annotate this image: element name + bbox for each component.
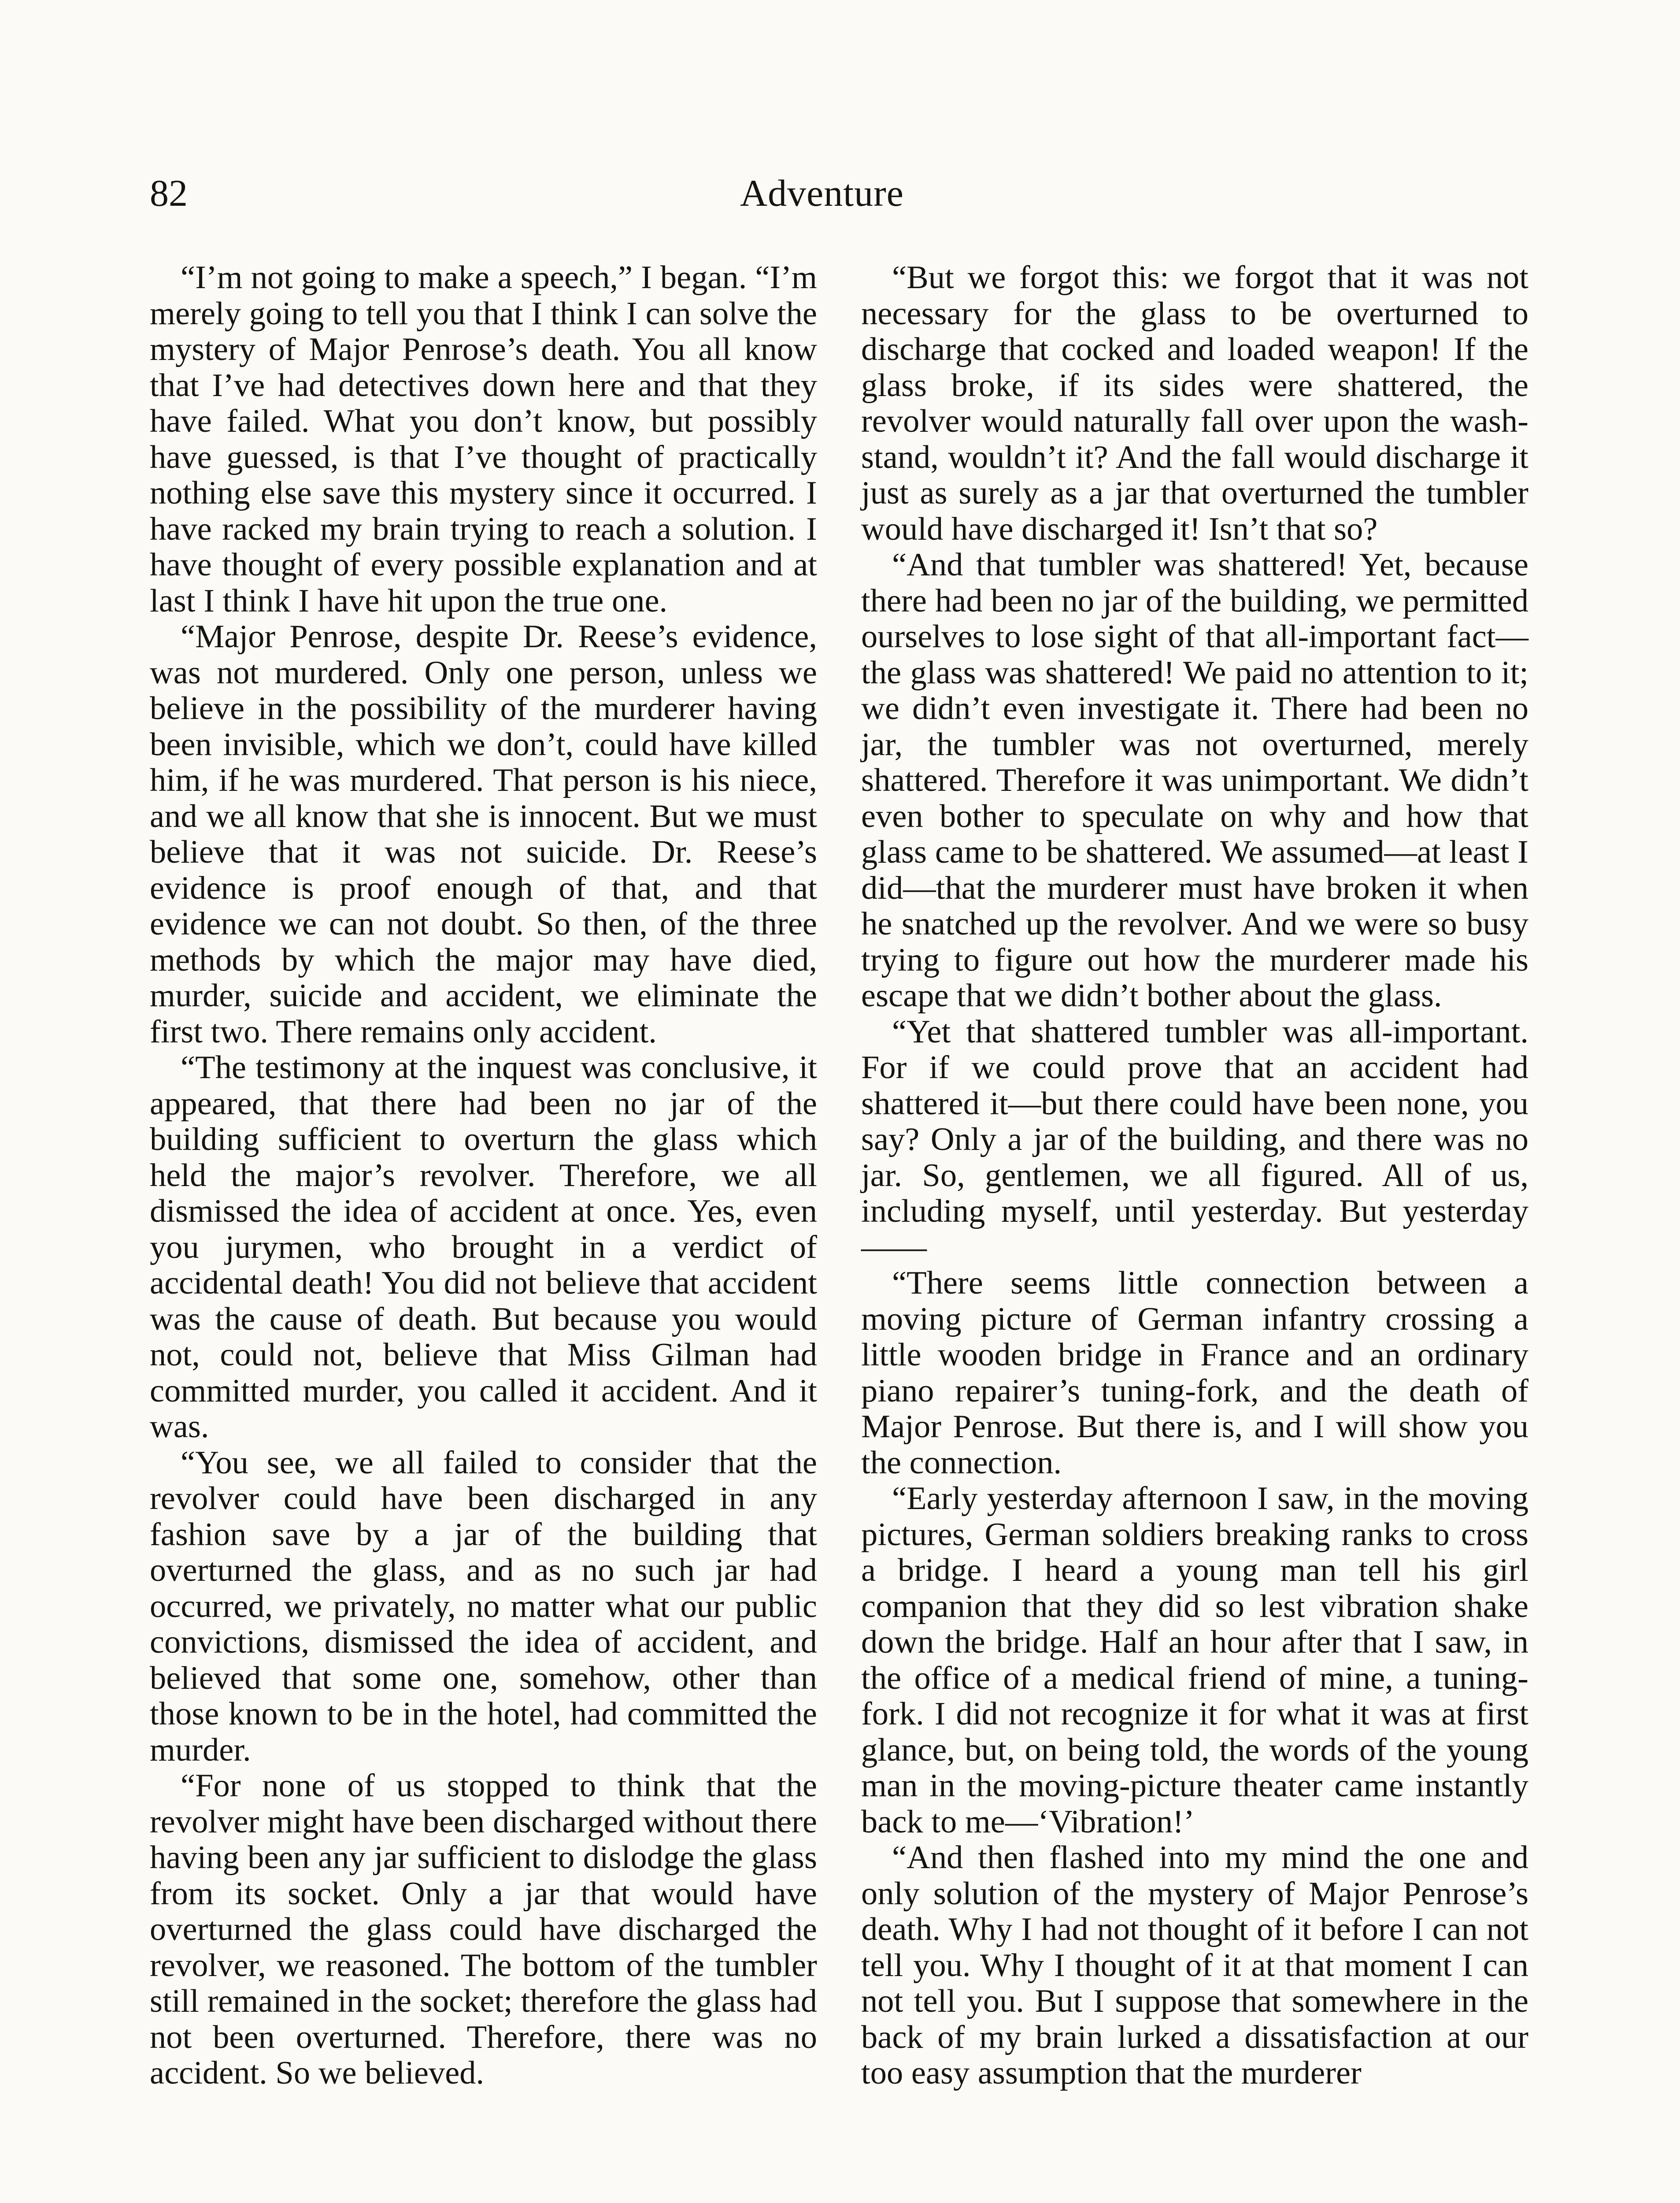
paragraph: “You see, we all failed to consider that the revolver could have been discharged in any fashion save by a jar of the building that overturned the glass, and as no such jar had occurred, we privately, no matter what our public convictions, dismissed the idea of accident, and believed that some one, somehow, other than those known to be in the hotel, had committed the murder. [150,1444,817,1768]
paragraph: “Yet that shattered tumbler was all-important. For if we could prove that an accident had shattered it—but there could have been none, you say? Only a jar of the building, and there was no jar. So, gentlemen, we all figured. All of us, including myself, until yesterday. But yesterday—— [861,1013,1528,1265]
paragraph: “Major Penrose, despite Dr. Reese’s evidence, was not murdered. Only one person, unless we believe in the possibility of the murderer having been invisible, which we don’t, could have killed him, if he was murdered. That person is his niece, and we all know that she is innocent. But we must believe that it was not suicide. Dr. Reese’s evidence is proof enough of that, and that evidence we can not doubt. So then, of the three methods by which the major may have died, murder, suicide and accident, we eliminate the first two. There remains only accident. [150,619,817,1050]
left-column [150,260,817,2092]
paragraph: “And then flashed into my mind the one and only solution of the mystery of Major Penrose’s death. Why I had not thought of it before I can not tell you. Why I thought of it at that moment I can not tell you. But I suppose that somewhere in the back of my brain lurked a dissatisfaction at our too easy assumption that the murderer [861,1840,1528,2091]
running-head: Adventure [740,172,904,214]
paragraph: “And that tumbler was shattered! Yet, because there had been no jar of the building, we permitted ourselves to lose sight of that all-important fact—the glass was shattered! We paid no attention to it; we didn’t even investigate it. There had been no jar, the tumbler was not overturned, merely shattered. Therefore it was unimportant. We didn’t even bother to speculate on why and how that glass came to be shattered. We assumed—at least I did—that the murderer must have broken it when he snatched up the revolver. And we were so busy trying to figure out how the murderer made his escape that we didn’t bother about the glass. [861,547,1528,1014]
paragraph: “Early yesterday afternoon I saw, in the moving pictures, German soldiers breaking ranks to cross a bridge. I heard a young man tell his girl companion that they did so lest vibration shake down the bridge. Half an hour after that I saw, in the office of a medical friend of mine, a tuning-fork. I did not recognize it for what it was at first glance, but, on being told, the words of the young man in the moving-picture theater came instantly back to me—‘Vibration!’ [861,1480,1528,1840]
paragraph: “The testimony at the inquest was conclusive, it appeared, that there had been no jar of the building sufficient to overturn the glass which held the major’s revolver. Therefore, we all dismissed the idea of accident at once. Yes, even you jurymen, who brought in a verdict of accidental death! You did not believe that accident was the cause of death. But because you would not, could not, believe that Miss Gilman had committed murder, you called it accident. And it was. [150,1050,817,1445]
paragraph: “I’m not going to make a speech,” I began. “I’m merely going to tell you that I think I can solve the mystery of Major Penrose’s death. You all know that I’ve had detectives down here and that they have failed. What you don’t know, but possibly have guessed, is that I’ve thought of practically nothing else save this mystery since it occurred. I have racked my brain trying to reach a solution. I have thought of every possible explanation and at last I think I have hit upon the true one. [150,260,817,619]
page-number: 82 [150,172,188,214]
paragraph: “For none of us stopped to think that the revolver might have been discharged without there having been any jar sufficient to dislodge the glass from its socket. Only a jar that would have overturned the glass could have discharged the revolver, we reasoned. The bottom of the tumbler still remained in the socket; therefore the glass had not been overturned. Therefore, there was no accident. So we believed. [150,1768,817,2091]
paragraph: “But we forgot this: we forgot that it was not necessary for the glass to be overturned to discharge that cocked and loaded weapon! If the glass broke, if its sides were shattered, the revolver would naturally fall over upon the wash-stand, wouldn’t it? And the fall would discharge it just as surely as a jar that overturned the tumbler would have discharged it! Isn’t that so? [861,260,1528,547]
right-column [861,260,1528,2092]
paragraph: “There seems little connection between a moving picture of German infantry crossing a little wooden bridge in France and an ordinary piano repairer’s tuning-fork, and the death of Major Penrose. But there is, and I will show you the connection. [861,1265,1528,1481]
